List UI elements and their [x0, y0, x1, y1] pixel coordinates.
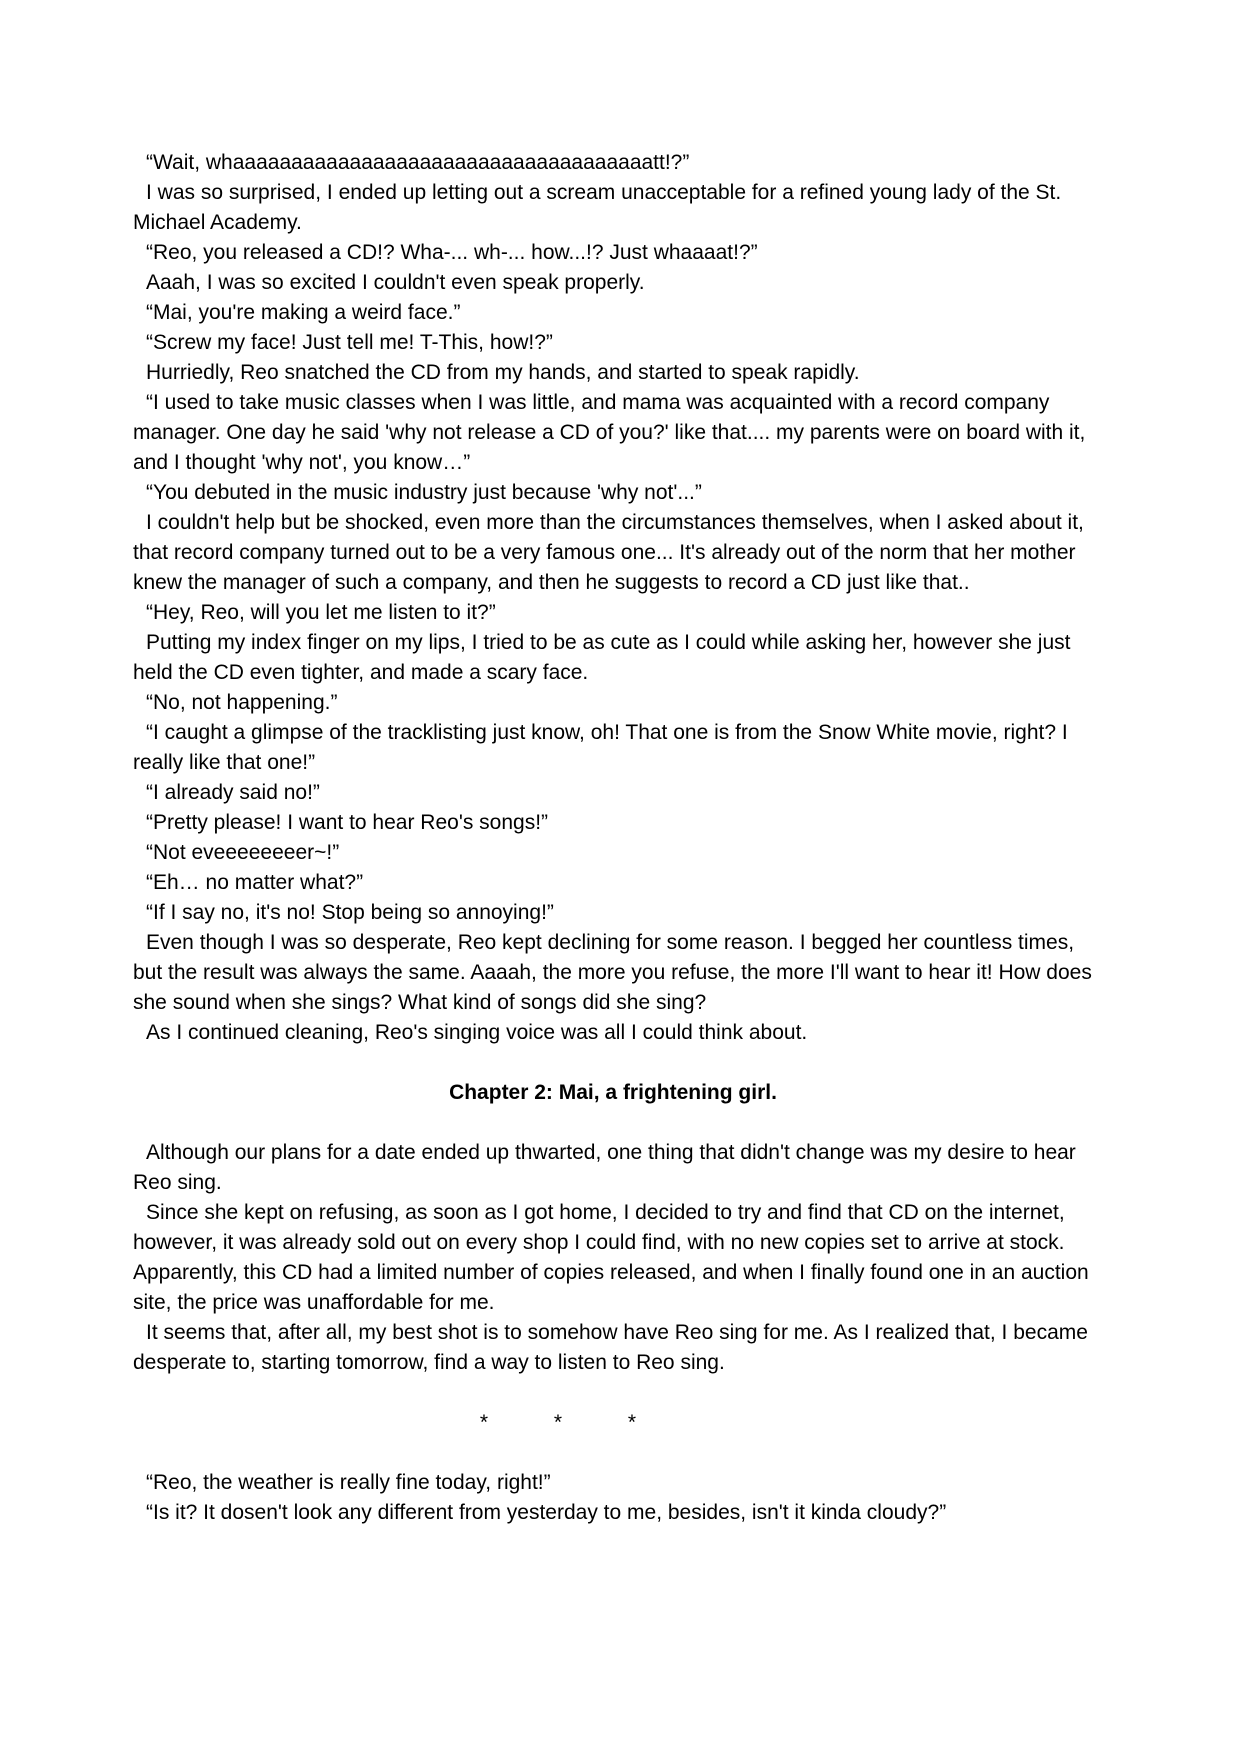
paragraph: “I caught a glimpse of the tracklisting just know, oh! That one is from the Snow White movie, right? I really like that one!”: [133, 721, 1068, 774]
blank-line: [133, 1378, 1093, 1408]
paragraph: I was so surprised, I ended up letting out a scream unacceptable for a refined young lady of the St. Michael Academy.: [133, 181, 1062, 234]
paragraph: I couldn't help but be shocked, even more than the circumstances themselves, when I asked about it, that record company turned out to be a very famous one... It's already out of the norm that her mother knew the manager of such a company, and then he suggests to record a CD just like that..: [133, 511, 1084, 594]
blank-line: [133, 1108, 1093, 1138]
paragraph: “If I say no, it's no! Stop being so annoying!”: [146, 901, 554, 924]
paragraph: “Reo, you released a CD!? Wha-... wh-... how...!? Just whaaaat!?”: [146, 241, 758, 264]
paragraph: “No, not happening.”: [146, 691, 338, 714]
paragraph: “Mai, you're making a weird face.”: [146, 301, 461, 324]
paragraph: “Eh… no matter what?”: [146, 871, 364, 894]
paragraph: Although our plans for a date ended up thwarted, one thing that didn't change was my desire to hear Reo sing.: [133, 1141, 1076, 1194]
paragraph: Aaah, I was so excited I couldn't even speak properly.: [146, 271, 645, 294]
document-body: [133, 148, 1093, 1528]
paragraph: Since she kept on refusing, as soon as I got home, I decided to try and find that CD on the internet, however, it was already sold out on every shop I could find, with no new copies set to arrive at stock. Apparently, this CD had a limited number of copies released, and when I finally found one in an auction site, the price was unaffordable for me.: [133, 1201, 1089, 1314]
scene-separator: * * *: [479, 1411, 637, 1434]
blank-line: [133, 1048, 1093, 1078]
paragraph: It seems that, after all, my best shot is to somehow have Reo sing for me. As I realized that, I became desperate to, starting tomorrow, find a way to listen to Reo sing.: [133, 1321, 1088, 1374]
paragraph: Even though I was so desperate, Reo kept declining for some reason. I begged her countless times, but the result was always the same. Aaaah, the more you refuse, the more I'll want to hear it! How does she sound when she sings? What kind of songs did she sing?: [133, 931, 1092, 1014]
paragraph: “Not eveeeeeeeer~!”: [146, 841, 340, 864]
paragraph: Putting my index finger on my lips, I tried to be as cute as I could while asking her, however she just held the CD even tighter, and made a scary face.: [133, 631, 1071, 684]
paragraph: “You debuted in the music industry just because 'why not'...”: [146, 481, 702, 504]
paragraph: “Wait, whaaaaaaaaaaaaaaaaaaaaaaaaaaaaaaaaaaaatt!?”: [146, 151, 690, 174]
paragraph: As I continued cleaning, Reo's singing voice was all I could think about.: [146, 1021, 808, 1044]
paragraph: “Is it? It dosen't look any different from yesterday to me, besides, isn't it kinda cloudy?”: [146, 1501, 947, 1524]
paragraph: “Screw my face! Just tell me! T-This, how!?”: [146, 331, 553, 354]
paragraph: “I already said no!”: [146, 781, 320, 804]
paragraph: “Pretty please! I want to hear Reo's songs!”: [146, 811, 549, 834]
paragraph: “Reo, the weather is really fine today, right!”: [146, 1471, 551, 1494]
chapter-heading: Chapter 2: Mai, a frightening girl.: [449, 1081, 777, 1104]
paragraph: Hurriedly, Reo snatched the CD from my hands, and started to speak rapidly.: [146, 361, 860, 384]
blank-line: [133, 1438, 1093, 1468]
paragraph: “Hey, Reo, will you let me listen to it?”: [146, 601, 496, 624]
paragraph: “I used to take music classes when I was little, and mama was acquainted with a record company manager. One day he said 'why not release a CD of you?' like that.... my parents were on board with it, and I thought 'why not', you know…”: [133, 391, 1086, 474]
